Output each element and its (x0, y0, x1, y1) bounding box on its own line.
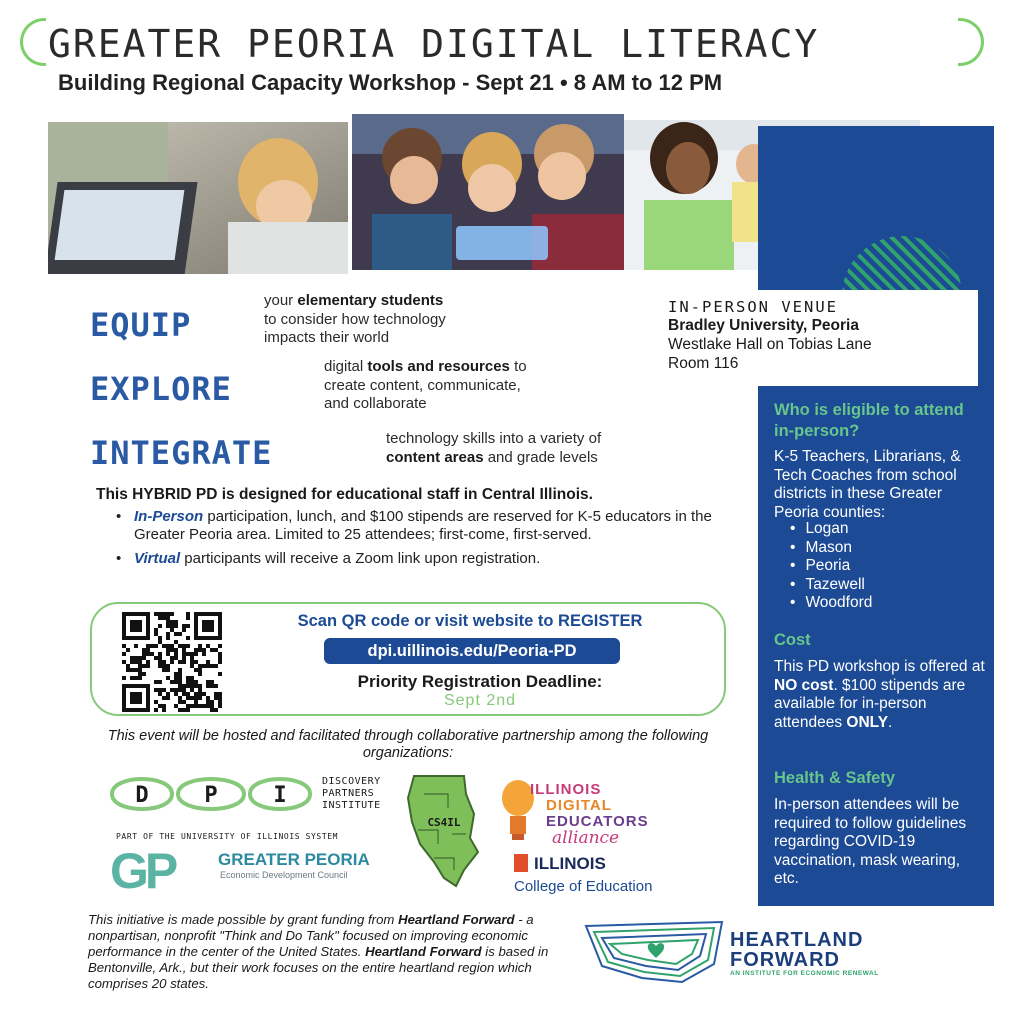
illinois-block-i-icon (514, 854, 528, 872)
verb-explore: EXPLORE (90, 370, 232, 408)
event-subtitle: Building Regional Capacity Workshop - Sept 21 • 8 AM to 12 PM (58, 70, 723, 95)
dpi-system-line: PART OF THE UNIVERSITY OF ILLINOIS SYSTEM (116, 832, 339, 841)
venue-building: Westlake Hall on Tobias Lane (668, 336, 872, 353)
county-list (774, 520, 986, 613)
dpi-name: DISCOVERY PARTNERS INSTITUTE (322, 776, 381, 811)
register-link[interactable]: dpi.uillinois.edu/Peoria-PD (324, 638, 620, 664)
hosted-statement: This event will be hosted and facilitated through collaborative partnership among the following organizations: (107, 728, 709, 761)
participation-bullets (114, 508, 720, 574)
health-text: In-person attendees will be required to follow guidelines regarding COVID-19 vaccination, mask wearing, etc. (774, 796, 967, 887)
county-item: • Mason (790, 539, 986, 558)
verb-integrate-desc: technology skills into a variety of content areas and grade levels (386, 430, 602, 466)
heartland-forward-name: HEARTLAND FORWARD (730, 929, 864, 971)
illinois-college: College of Education (514, 878, 653, 895)
county-item: • Peoria (790, 557, 986, 576)
deadline-label: Priority Registration Deadline: (357, 672, 603, 691)
cost-text: This PD workshop is offered at NO cost. $100 stipends are available for in-person attendees ONLY. (774, 658, 985, 731)
greater-peoria-mark (108, 846, 212, 892)
verb-equip: EQUIP (90, 306, 192, 344)
cs4il-logo (404, 774, 488, 888)
ide-alliance-line3: EDUCATORS (546, 813, 649, 830)
dpi-letter: P (204, 783, 218, 808)
right-bracket-ornament (958, 18, 984, 66)
photo-boy-laptop (48, 122, 348, 274)
county-item: • Logan (790, 520, 986, 539)
title-banner (14, 18, 994, 70)
photo-kids-tablet (352, 114, 624, 270)
cost-heading: Cost (774, 631, 811, 649)
verb-integrate: INTEGRATE (90, 434, 273, 472)
register-heading: Scan QR code or visit website to REGISTER (297, 612, 643, 630)
qr-code[interactable] (122, 612, 222, 712)
page-title: GREATER PEORIA DIGITAL LITERACY (48, 22, 820, 66)
list-item: • In-Person participation, lunch, and $100 stipends are reserved for K-5 educators in the Greater Peoria area. Limited to 25 attendees; first-come, first-served. (114, 508, 720, 544)
ide-alliance-line1: ILLINOIS (530, 781, 602, 798)
ide-alliance-line4: alliance (552, 828, 620, 848)
eligible-heading: Who is eligible to attend in-person? (774, 401, 964, 440)
venue-label: IN-PERSON VENUE (668, 298, 838, 316)
health-heading: Health & Safety (774, 769, 896, 787)
illinois-name: ILLINOIS (534, 854, 606, 873)
funding-statement: This initiative is made possible by grant funding from Heartland Forward - a nonpartisan, nonprofit "Think and Do Tank" focused on improving economic performance in the center of the United States. Heartland Forward is based in Bentonville, Ark., but their work focuses on the entire heartland region which comprises 20 states. (88, 912, 549, 991)
verb-explore-desc: digital tools and resources to create content, communicate, and collaborate (324, 358, 527, 412)
eligible-text: K-5 Teachers, Librarians, & Tech Coaches from school districts in these Greater Peoria counties: (774, 448, 961, 521)
verb-equip-desc: your elementary students to consider how technology impacts their world (264, 292, 446, 346)
dpi-logo (106, 766, 316, 822)
greater-peoria-sub: Economic Development Council (220, 870, 348, 880)
svg-text:CS4IL: CS4IL (427, 816, 461, 829)
venue-box (658, 290, 978, 386)
ide-alliance-line2: DIGITAL (546, 797, 612, 814)
dpi-letter: D (135, 783, 149, 808)
venue-room: Room 116 (668, 355, 739, 372)
left-bracket-ornament (20, 18, 46, 66)
venue-name: Bradley University, Peoria (668, 317, 859, 334)
deadline-date: Sept 2nd (443, 692, 517, 709)
dpi-letter: I (273, 783, 287, 808)
list-item: • Virtual participants will receive a Zoom link upon registration. (114, 550, 720, 568)
heartland-forward-tagline: AN INSTITUTE FOR ECONOMIC RENEWAL (730, 970, 879, 977)
county-item: • Woodford (790, 594, 986, 613)
heartland-forward-map-icon (582, 916, 728, 986)
svg-text:GP: GP (110, 846, 175, 892)
hybrid-heading: This HYBRID PD is designed for educational staff in Central Illinois. (96, 486, 593, 503)
county-item: • Tazewell (790, 576, 986, 595)
greater-peoria-name: GREATER PEORIA (218, 850, 370, 869)
